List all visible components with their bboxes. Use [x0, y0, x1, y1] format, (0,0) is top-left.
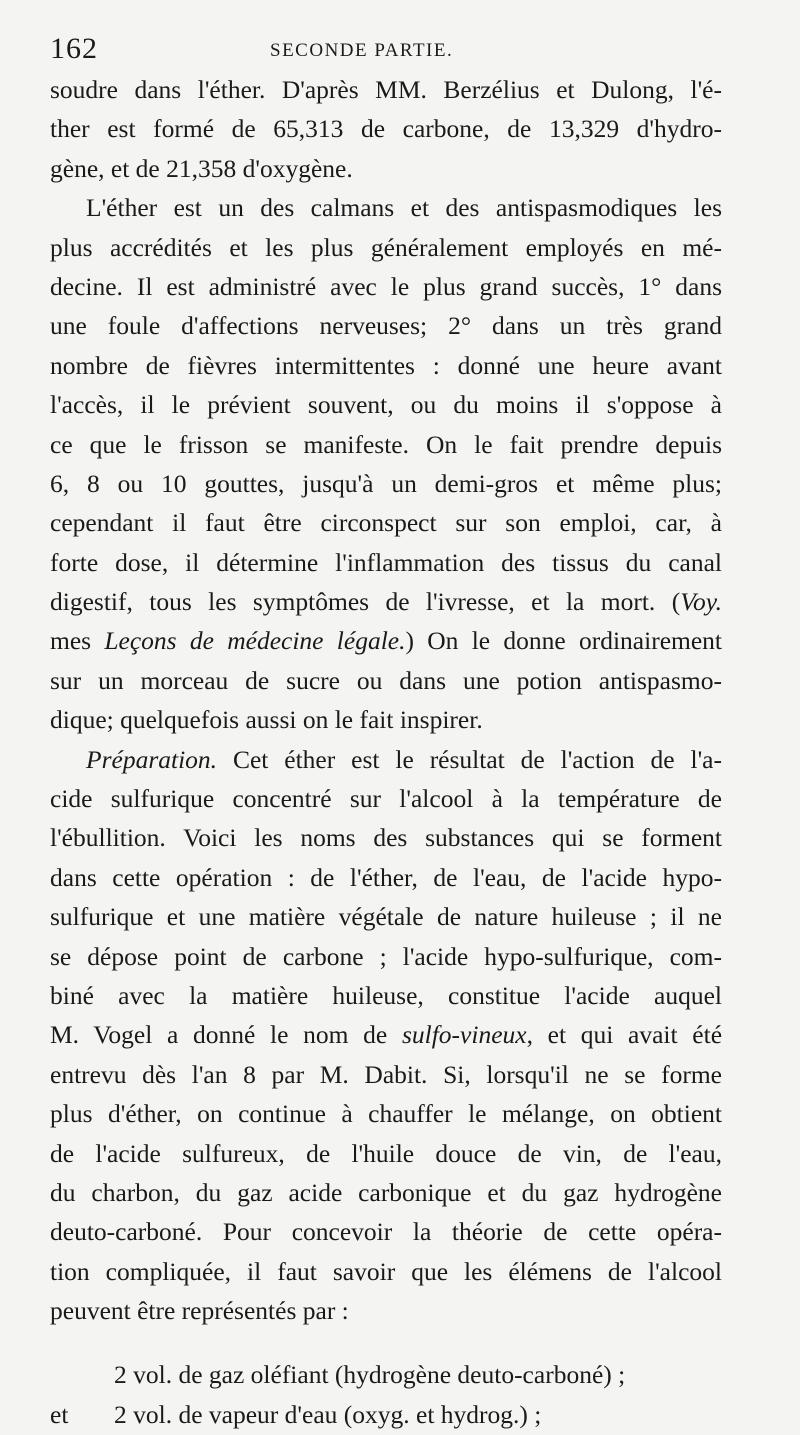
text-line: gène, et de 21,358 d'oxygène. — [50, 153, 353, 183]
text-line: deuto-carboné. Pour concevoir la théorie de cette opéra- — [50, 1217, 722, 1247]
text-line: ce que le frisson se manifeste. On le fait prendre depuis — [50, 429, 722, 459]
text-line: se dépose point de carbone ; l'acide hypo-sulfurique, com- — [50, 941, 722, 971]
page-header — [50, 32, 750, 66]
text-line: dans cette opération : de l'éther, de l'eau, de l'acide hypo- — [50, 862, 722, 892]
text-line: de l'acide sulfureux, de l'huile douce de vin, de l'eau, — [50, 1138, 722, 1168]
text-line: plus accrédités et les plus généralement employés en mé- — [50, 232, 722, 262]
text-line: M. Vogel a donné le nom de sulfo-vineux, et qui avait été — [50, 1020, 723, 1050]
text-line: forte dose, il détermine l'inflammation des tissus du canal — [50, 547, 722, 577]
text-line: dique; quelquefois aussi on le fait inspirer. — [50, 705, 483, 735]
text-line: mes Leçons de médecine légale.) On le donne ordinairement — [50, 626, 722, 656]
text-line: soudre dans l'éther. D'après MM. Berzélius et Dulong, l'é- — [50, 75, 722, 104]
text-line: l'accès, il le prévient souvent, ou du moins il s'oppose à — [50, 390, 722, 420]
body-text — [50, 70, 722, 1435]
text-line: du charbon, du gaz acide carbonique et du gaz hydrogène — [50, 1177, 722, 1207]
text-line: une foule d'affections nerveuses; 2° dans un très grand — [50, 311, 722, 341]
formula-text: 2 vol. de vapeur d'eau (oxyg. et hydrog.) ; — [114, 1399, 542, 1429]
text-line: entrevu dès l'an 8 par M. Dabit. Si, lorsqu'il ne se forme — [50, 1059, 722, 1089]
text-line: 6, 8 ou 10 gouttes, jusqu'à un demi-gros et même plus; — [50, 468, 722, 498]
text-line: peuvent être représentés par : — [50, 1296, 349, 1326]
text-line: biné avec la matière huileuse, constitue l'acide auquel — [50, 980, 722, 1010]
text-line: sulfurique et une matière végétale de nature huileuse ; il ne — [50, 902, 722, 932]
text-line: tion compliquée, il faut savoir que les élémens de l'alcool — [50, 1256, 722, 1286]
running-head: SECONDE PARTIE. — [270, 40, 454, 61]
text-line: l'ébullition. Voici les noms des substances qui se forment — [50, 823, 722, 853]
text-line: plus d'éther, on continue à chauffer le mélange, on obtient — [50, 1099, 722, 1129]
text-line: sur un morceau de sucre ou dans une potion antispasmo- — [50, 665, 722, 695]
formula-prefix: et — [50, 1399, 69, 1429]
page-number: 162 — [50, 32, 98, 65]
text-line: decine. Il est administré avec le plus grand succès, 1° dans — [50, 271, 722, 301]
paragraph-start-line: Préparation. Cet éther est le résultat de l'action de l'a- — [86, 744, 722, 774]
paragraph-start-line: L'éther est un des calmans et des antispasmodiques les — [86, 193, 722, 223]
text-line: nombre de fièvres intermittentes : donné une heure avant — [50, 350, 722, 380]
spacer — [50, 1331, 722, 1355]
text-line: digestif, tous les symptômes de l'ivresse, et la mort. (Voy. — [50, 587, 722, 617]
formula-text: 2 vol. de gaz oléfiant (hydrogène deuto-carboné) ; — [114, 1359, 626, 1389]
text-line: ther est formé de 65,313 de carbone, de 13,329 d'hydro- — [50, 114, 722, 144]
formula-line — [50, 1355, 722, 1395]
text-line: cide sulfurique concentré sur l'alcool à la température de — [50, 784, 722, 814]
text-line: cependant il faut être circonspect sur son emploi, car, à — [50, 508, 722, 538]
formula-line — [50, 1395, 722, 1435]
